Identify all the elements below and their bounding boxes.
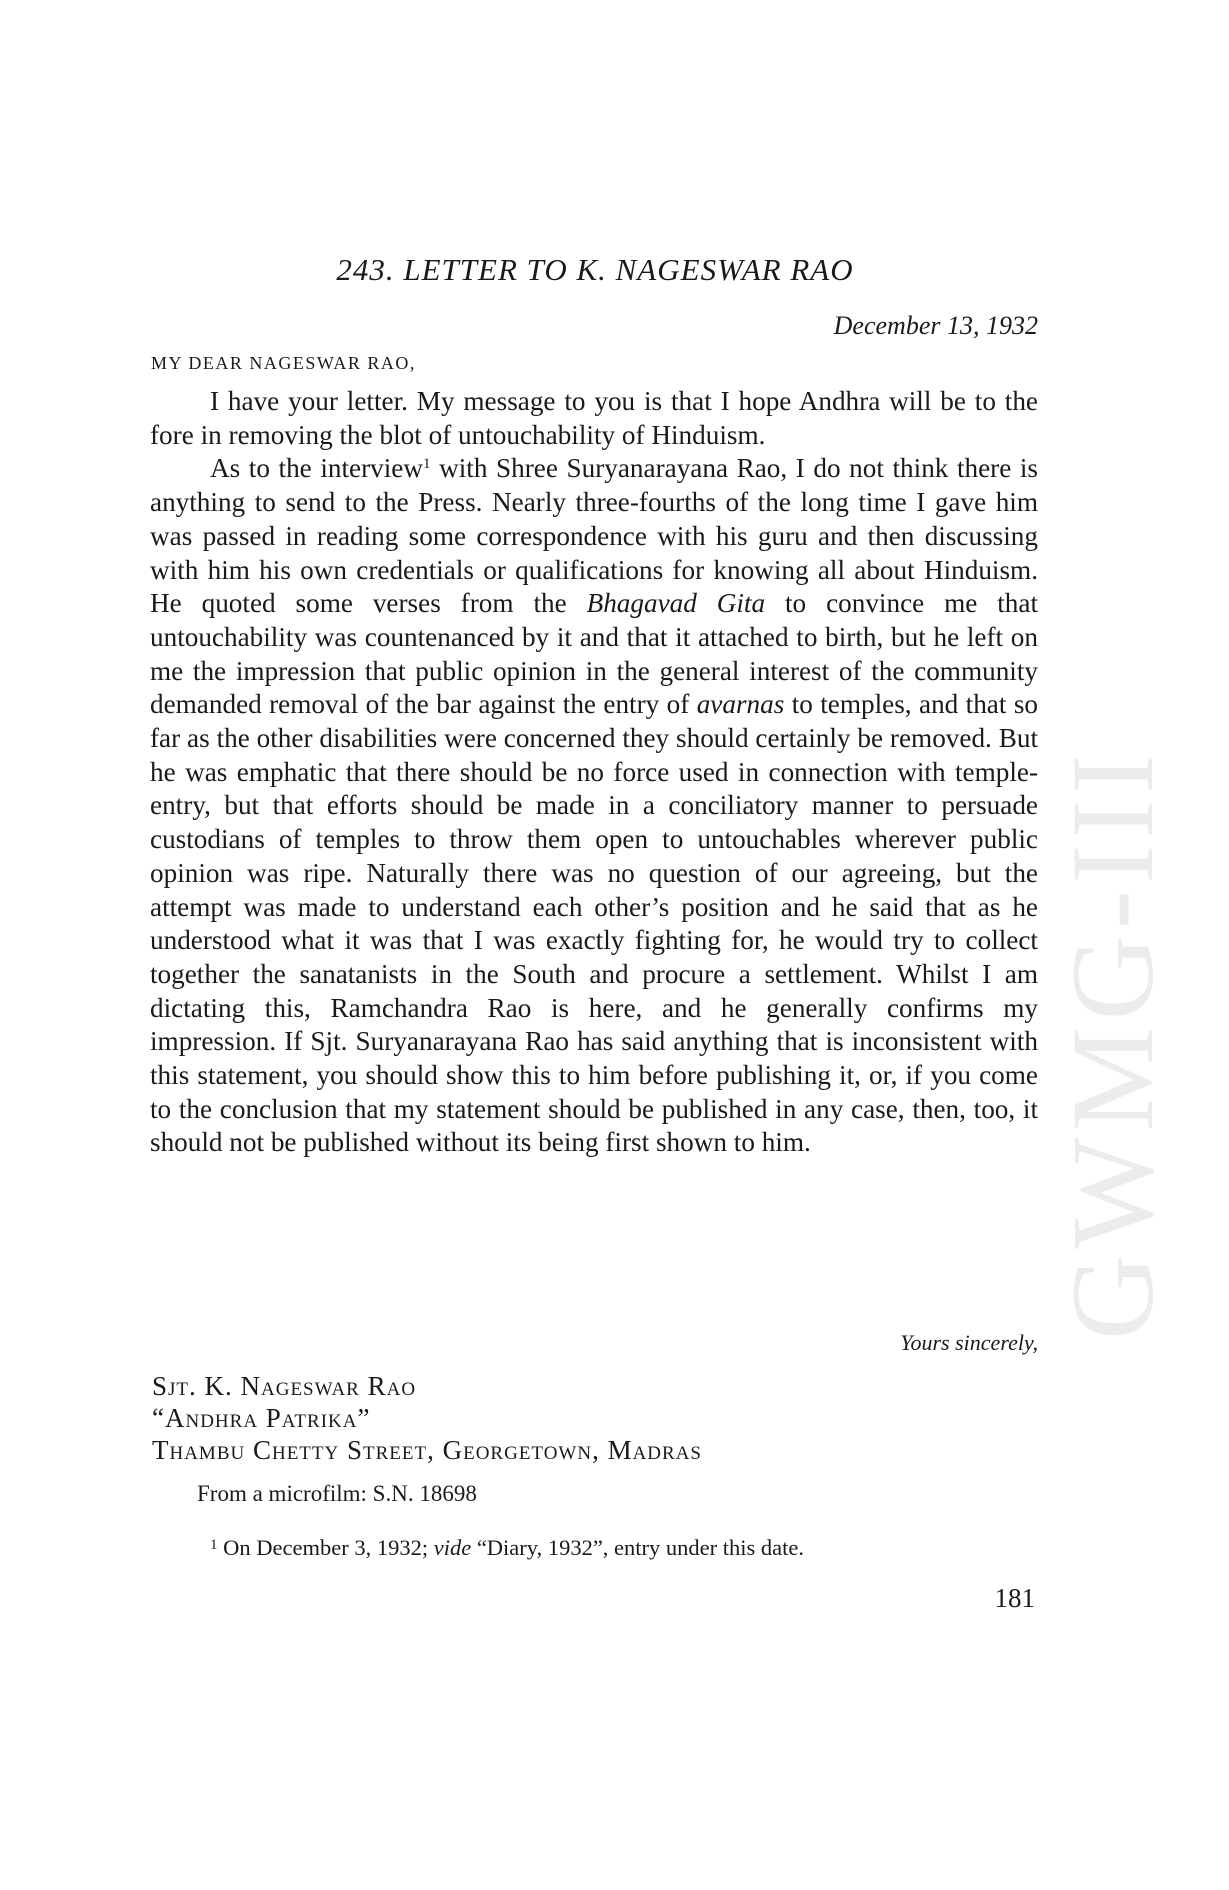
footnote [210, 1535, 804, 1561]
paragraph-2-text-b: with Shree Suryanarayana Rao, I do not think there is anything to send to the Press. Nearly three-fourths of the long time I gave him was passed in reading some correspondence with his guru and then discussing with him his own credentials or qualifications for knowing all about Hinduism. He quoted some verses from the [150, 453, 1039, 619]
footnote-text-a: On December 3, 1932; [217, 1535, 434, 1560]
paragraph-2-text-a: As to the interview [210, 453, 423, 484]
paragraph-2 [150, 452, 1038, 1160]
recipient-address [152, 1370, 702, 1466]
letter-date: December 13, 1932 [833, 311, 1038, 340]
closing: Yours sincerely, [900, 1330, 1038, 1355]
italic-term-avarnas: avarnas [696, 689, 785, 720]
italic-term-bhagavad-gita: Bhagavad Gita [586, 588, 766, 619]
paragraph-2-text-d: to temples, and that so far as the other disabilities were concerned they should certainly be removed. But he was emphatic that there should be no force used in connection with temple-entry, but that efforts should be made in a conciliatory manner to persuade custodians of temples to throw them open to untouchables wherever public opinion was ripe. Naturally there was no question of our agreeing, but the attempt was made to understand each other’s position and he said that as he understood what it was that I was exactly fighting for, he would try to collect together the sanatanists in the South and procure a settlement. Whilst I am dictating this, Ramchandra Rao is here, and he generally confirms my impression. If Sjt. Suryanarayana Rao has said anything that is inconsistent with this statement, you should show this to him before publishing it, or, if you come to the conclusion that my statement should be published in any case, then, too, it should not be published without its being first shown to him. [150, 689, 1038, 1158]
salutation: MY DEAR NAGESWAR RAO, [151, 353, 416, 373]
paragraph-2-text-c: to convince me that untouchability was countenanced by it and that it attached to birth, but he left on me the impression that public opinion in the general interest of the community demanded removal of the bar against the entry of [150, 588, 1039, 720]
source-note: From a microfilm: S.N. 18698 [197, 1481, 477, 1506]
address-line-3: Thambu Chetty Street, Georgetown, Madras [152, 1435, 702, 1465]
footnote-reference[interactable]: 1 [423, 456, 431, 473]
address-line-1: Sjt. K. Nageswar Rao [152, 1371, 417, 1401]
letter-body [150, 385, 1038, 1160]
address-line-2: “Andhra Patrika” [152, 1403, 371, 1433]
page-number: 181 [994, 1583, 1035, 1613]
watermark: GWMG-III [1047, 748, 1178, 1340]
paragraph-1: I have your letter. My message to you is that I hope Andhra will be to the fore in removing the blot of untouchability of Hinduism. [150, 386, 1038, 450]
footnote-text-b: “Diary, 1932”, entry under this date. [471, 1535, 804, 1560]
letter-title: 243. LETTER TO K. NAGESWAR RAO [336, 252, 854, 287]
footnote-italic: vide [433, 1535, 472, 1560]
footnote-mark: 1 [210, 1537, 218, 1553]
